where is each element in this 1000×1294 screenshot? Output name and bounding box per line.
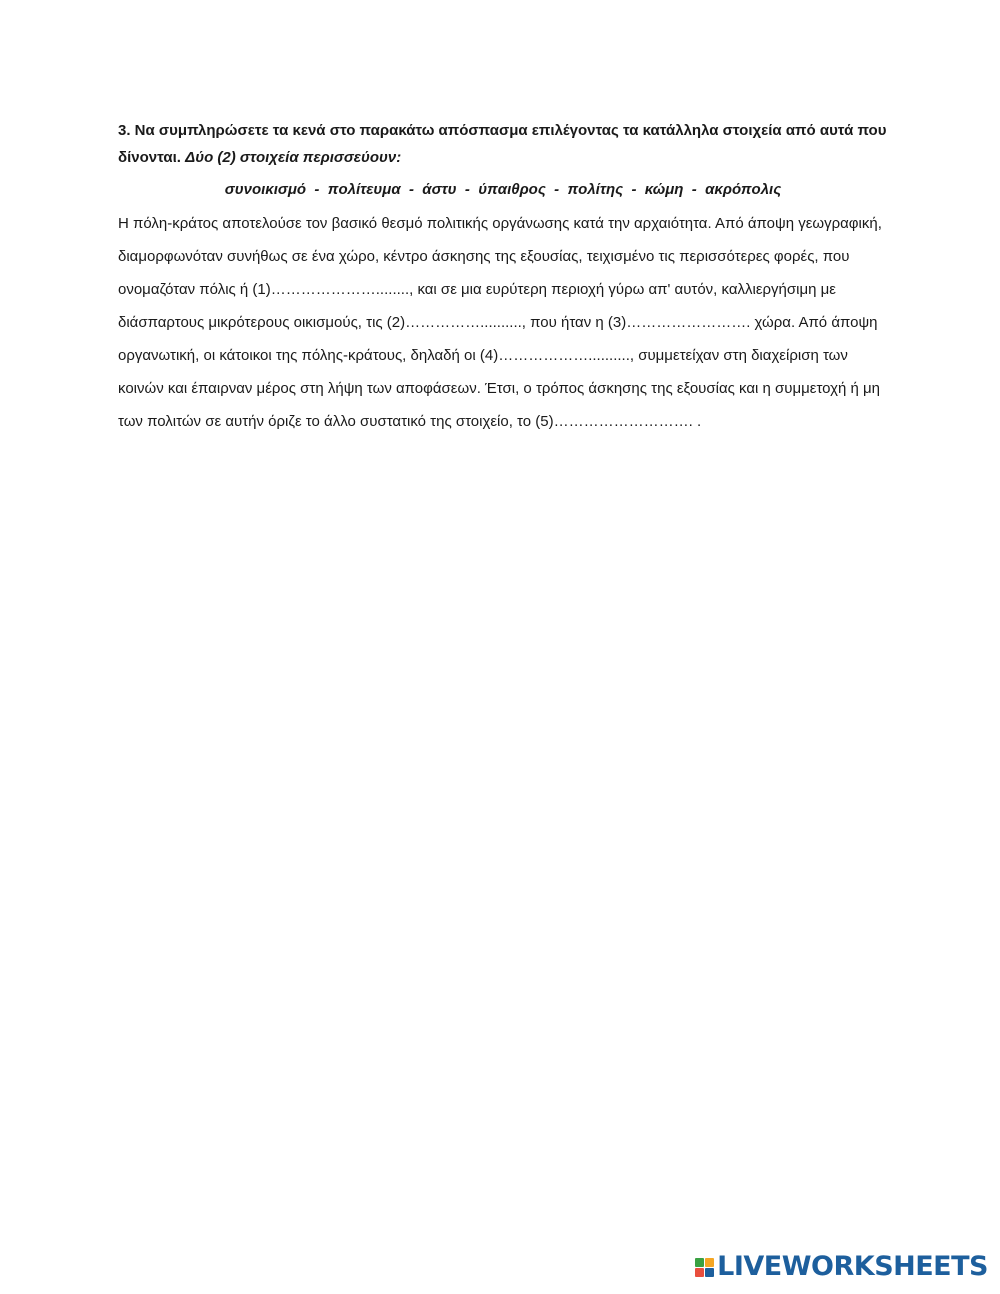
fill-in-passage: Η πόλη-κράτος αποτελούσε τον βασικό θεσμό πολιτικής οργάνωσης κατά την αρχαιότητα. Από άποψη γεωγραφική, διαμορφωνόταν συνήθως σε ένα χώρο, κέντρο άσκησης της εξουσίας, τειχισμένο τις περισσότερες φορές, που ονομαζόταν πόλις ή (1)…………………........, και σε μια ευρύτερη περιοχή γύρω απ' αυτόν, καλλιεργήσιμη με διάσπαρτους μικρότερους οικισμούς, τις (2)…………….........., που ήταν η (3)……………………. χώρα. Από άποψη οργανωτική, οι κάτοικοι της πόλης-κράτους, δηλαδή οι (4)……………….........., συμμετείχαν στη διαχείριση των κοινών και έπαιρναν μέρος στη λήψη των αποφάσεων. Έτσι, ο τρόπος άσκησης της εξουσίας και η συμμετοχή ή μη των πολιτών σε αυτήν όριζε το άλλο συστατικό της στοιχείο, το (5)………………………. . (118, 215, 882, 430)
logo-mark-icon (695, 1258, 714, 1277)
question-prompt (118, 117, 888, 171)
word-bank: συνοικισμό - πολίτευμα - άστυ - ύπαιθρος - πολίτης - κώμη - ακρόπολις (224, 181, 782, 198)
question-text: 3. Να συμπληρώσετε τα κενά στο παρακάτω απόσπασμα επιλέγοντας τα κατάλληλα στοιχεία από αυτά που δίνονται. (118, 122, 887, 166)
liveworksheets-logo (695, 1252, 988, 1282)
logo-text: LIVEWORKSHEETS (717, 1251, 988, 1282)
worksheet-content (118, 117, 888, 438)
question-note: Δύο (2) στοιχεία περισσεύουν: (185, 149, 402, 166)
